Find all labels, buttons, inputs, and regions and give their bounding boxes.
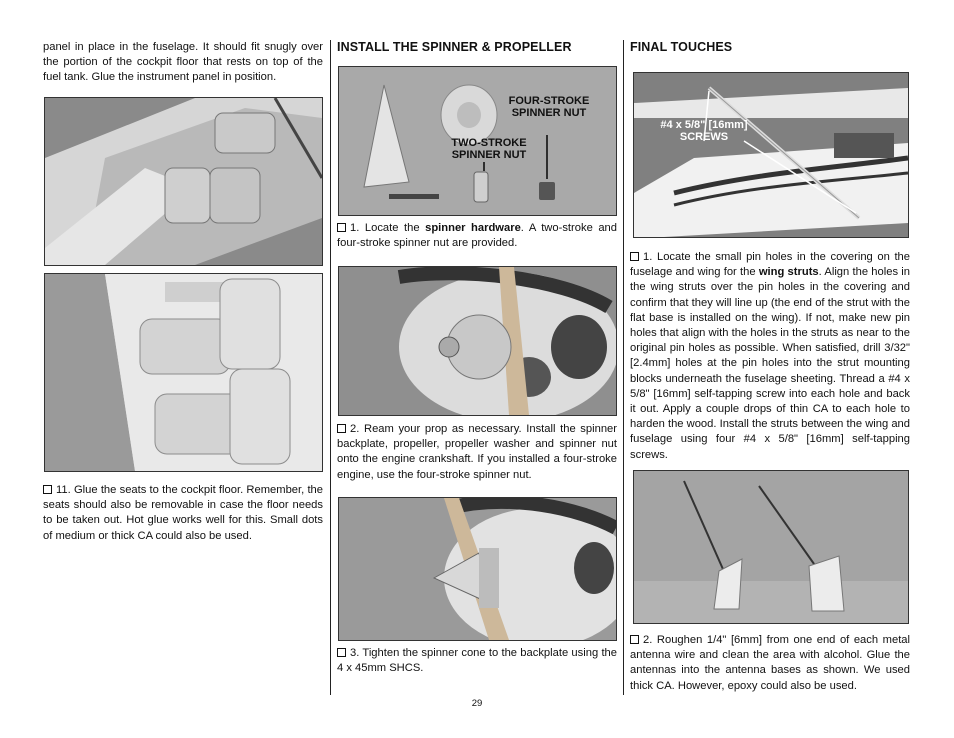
section-heading: INSTALL THE SPINNER & PROPELLER bbox=[337, 40, 572, 54]
checkbox-icon[interactable] bbox=[630, 252, 639, 261]
photo-cockpit-seats bbox=[44, 273, 323, 472]
intro-paragraph: panel in place in the fuselage. It should fit snugly over the portion of the cockpit floor that rests on top of the fuel tank. Glue the instrument panel in position. bbox=[43, 41, 323, 84]
label-screws: #4 x 5/8" [16mm] SCREWS bbox=[660, 119, 748, 143]
step-text: . Align the holes in the wing struts over the pin holes in the covering and confirm that they will line up (the end of the strut with the flat base is installed on the wing). If not, make new pin holes that align with the holes in the struts as near to the original pin holes as possible. When satisfied, drill 3/32" [2.4mm] holes at the pin holes into the strut mounting blocks underneath the fuselage sheeting. Thread a #4 x 5/8" [16mm] self-tapping screw into each hole and back it out. Apply a couple drops of thin CA to each hole to harden the wood. Install the struts between the wing and fuselage using four #4 x 5/8" [16mm] self-tapping screws. bbox=[630, 266, 911, 461]
checkbox-icon[interactable] bbox=[337, 648, 346, 657]
section-heading: FINAL TOUCHES bbox=[630, 40, 733, 54]
step-text-bold: wing struts bbox=[758, 266, 819, 279]
label-two-stroke-nut: TWO-STROKE SPINNER NUT bbox=[451, 137, 527, 161]
step-text: Tighten the spinner cone to the backplate using the 4 x 45mm SHCS. bbox=[337, 647, 617, 675]
final-step-2 bbox=[630, 633, 910, 694]
step-text: Locate the small pin holes in the covering on the fuselage and wing for the bbox=[630, 251, 910, 279]
checkbox-icon[interactable] bbox=[630, 635, 639, 644]
step-text: Roughen 1/4" [6mm] from one end of each metal antenna wire and clean the area with alcohol. Glue the antennas into the antenna bases as shown. We used thick CA. However, epoxy could also be used. bbox=[630, 634, 911, 692]
checkbox-icon[interactable] bbox=[337, 223, 346, 232]
photo-antennas bbox=[633, 470, 909, 624]
page-number: 29 bbox=[471, 698, 483, 709]
step-text-bold: spinner hardware bbox=[425, 222, 521, 234]
step-number: 2. bbox=[643, 634, 653, 646]
spinner-step-1 bbox=[337, 221, 617, 251]
photo-spinner-cone bbox=[338, 497, 617, 641]
step-text: Ream your prop as necessary. Install the spinner backplate, propeller, propeller washer and spinner nut onto the engine crankshaft. If you installed a four-stroke engine, use the four-stroke spinner nut. bbox=[337, 423, 617, 481]
spinner-step-3 bbox=[337, 646, 617, 676]
step-text: . A two-stroke and four-stroke spinner nut are provided. bbox=[337, 222, 618, 250]
step-number: 1. bbox=[643, 251, 653, 263]
step-11 bbox=[43, 483, 323, 544]
step-number: 1. bbox=[350, 222, 360, 234]
step-text: Glue the seats to the cockpit floor. Remember, the seats should also be removable in case the floor needs to be taken out. Hot glue works well for this. Small dots of medium or thick CA could also be used. bbox=[43, 484, 324, 542]
spinner-step-2 bbox=[337, 422, 617, 483]
checkbox-icon[interactable] bbox=[43, 485, 52, 494]
label-four-stroke-nut: FOUR-STROKE SPINNER NUT bbox=[508, 95, 590, 119]
step-text: Locate the bbox=[364, 222, 426, 234]
step-number: 11. bbox=[56, 484, 71, 496]
photo-wing-struts bbox=[633, 72, 909, 238]
step-number: 2. bbox=[350, 423, 360, 435]
photo-cockpit-top bbox=[44, 97, 323, 266]
column-divider-right bbox=[623, 40, 624, 695]
checkbox-icon[interactable] bbox=[337, 424, 346, 433]
photo-propeller-installed bbox=[338, 266, 617, 416]
column-divider-left bbox=[330, 40, 331, 695]
final-step-1 bbox=[630, 250, 910, 463]
photo-spinner-hardware bbox=[338, 66, 617, 216]
step-number: 3. bbox=[350, 647, 360, 659]
